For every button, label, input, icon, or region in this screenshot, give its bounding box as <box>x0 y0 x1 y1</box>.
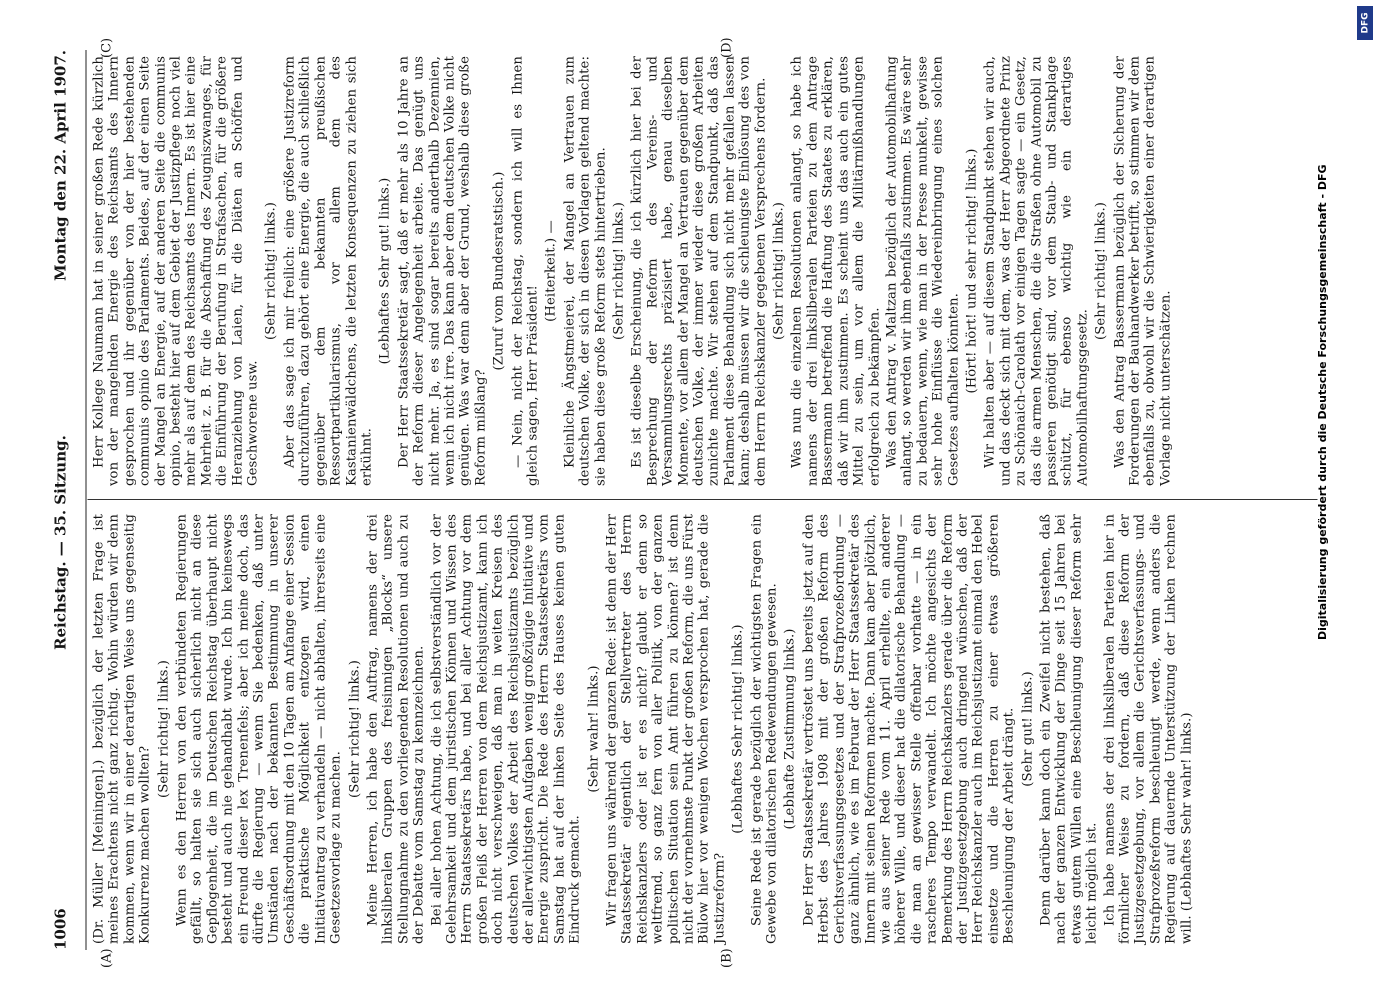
margin-marker-d: (D) <box>719 37 735 58</box>
interjection: (Sehr richtig! links.) <box>156 659 172 799</box>
paragraph: Herr Kollege Naumann hat in seiner großen Rede kürzlich von der mangelnden Energie des Reichsamts des Innern gesprochen und ihr gegenüber von der hier bestehenden communis opinio des Parlaments. Beides, auf der einen Seite der Mangel an Energie, auf der anderen Seite die communis opinio, besteht hier auf dem Gebiet der Justizpflege noch viel mehr als auf dem des Reichsamts des Innern. Es ist hier eine Mehrheit z. B. für die Abschaffung des Zeugniszwanges, für die Einführung der Berufung in Strafsachen, für die größere Heranziehung von Laien, für die Diäten an Schöffen und Geschworene usw. <box>91 56 261 486</box>
page-number: 1006 <box>51 908 70 950</box>
paragraph: Meine Herren, ich habe den Auftrag, namens der drei linksliberalen Gruppen des freisinnigen „Blocks“ unsere Stellungnahme zu den vorliegenden Resolutionen und auch zu der Debatte vom Samstag zu kennzeichnen. <box>365 514 427 944</box>
margin-marker-a: (A) <box>99 948 115 968</box>
paragraph: Kleinliche Ängstmeierei, der Mangel an Vertrauen zum deutschen Volke, der sich in diesen Vorlagen geltend machte: sie haben diese große Reform stets hintertrieben. <box>562 56 609 486</box>
interjection: (Lebhafte Zustimmung links.) <box>782 628 798 830</box>
dfg-logo: DFG <box>1357 6 1373 40</box>
interjection: (Heiterkeit.) — <box>543 220 559 322</box>
margin-marker-c: (C) <box>99 37 115 58</box>
column-rule <box>88 499 1318 500</box>
paragraph: Wir halten aber — auf diesem Standpunkt stehen wir auch, und das deckt sich mit dem, was der Herr Abgeordnete Prinz zu Schönaich-Carolath vor einigen Tagen sagte — ein Gesetz, das die armen Menschen, die die Straßen ohne Automobil zu passieren genötigt sind, vor dem Staub- und Stankplage schützt, für ebenso wichtig wie ein derartiges Automobilhaftungsgesetz. <box>982 56 1091 486</box>
margin-marker-b: (B) <box>719 948 735 968</box>
paragraph: Ich habe namens der drei linksliberalen Parteien hier in förmlicher Weise zu fordern, daß diese Reform der Justizgesetzgebung, vor allem die Gerichtsverfassungs- und Strafprozeßreform beschleunigt werde, wenn anders die Regierung auf dauernde Unterstützung der Linken rechnen will. (Lebhaftes Sehr wahr! links.) <box>1102 514 1195 944</box>
interjection: (Sehr richtig! links.) <box>611 201 627 341</box>
interjection: (Hört! hört! und sehr richtig! links.) <box>964 148 980 394</box>
interjection: (Sehr richtig! links.) <box>1093 201 1109 341</box>
paragraph: Was den Antrag v. Maltzan bezüglich der Automobilhaftung anlangt, so werden wir ihm ebenfalls zustimmen. Es wäre sehr zu bedauern, wenn, wie man in der Presse munkelt, gewisse sehr hohe Einflüsse die Wiedereinbringung eines solchen Gesetzes aufhalten könnten. <box>884 56 962 486</box>
paragraph: Aber das sage ich mir freilich: eine größere Justizreform durchzuführen, dazu gehört eine Energie, die auch schließlich gegenüber dem bekannten preußischen Ressortpartikularismus, vor allem dem des Kastanienwäldchens, die letzten Konsequenzen zu ziehen sich erkühnt. <box>282 56 375 486</box>
paragraph: Der Herr Staatssekretär vertröstet uns bereits jetzt auf den Herbst des Jahres 1908 mit der großen Reform des Gerichtsverfassungsgesetzes und der Strafprozeßordnung — ganz ähnlich, wie es im Februar der Herr Staatssekretär des Innern mit seinen Reformen machte. Dann kam aber plötzlich, wie aus seiner Rede vom 11. April erhellte, ein anderer höherer Wille, und dieser hat die dilatorische Behandlung — die man an gewisser Stelle offenbar vorhatte — in ein rascheres Tempo verwandelt. Ich möchte angesichts der Bemerkung des Herrn Reichskanzlers gerade über die Reform der Justizgesetzgebung auch dringend wünschen, daß der Herr Reichskanzler auch im Reichsjustizamt einmal den Hebel einsetze und die Herren zu einer etwas größeren Beschleunigung der Arbeit drängt. <box>801 514 1017 944</box>
interjection: (Sehr gut! links.) <box>1020 671 1036 787</box>
interjection: (Sehr wahr! links.) <box>586 665 602 793</box>
left-column <box>92 514 1197 944</box>
header-rule <box>86 50 87 950</box>
paragraph: Denn darüber kann doch ein Zweifel nicht bestehen, daß nach der ganzen Entwicklung der Dinge seit 15 Jahren bei etwas gutem Willen eine Beschleunigung dieser Reform sehr leicht möglich ist. <box>1038 514 1100 944</box>
right-column <box>92 56 1176 486</box>
paragraph: Bei aller hohen Achtung, die ich selbstverständlich vor der Gelehrsamkeit und dem juristischen Können und Wissen des Herrn Staatssekretärs habe, und bei aller Achtung vor dem großen Fleiß der Herren von dem Reichsjustizamt, kann ich doch nicht verschweigen, daß man in weiten Kreisen des deutschen Volkes der Arbeit des Reichsjustizamts bezüglich der allerwichtigsten Aufgaben wenig großzügige Initiative und Energie zuspricht. Die Rede des Herrn Staatssekretärs vom Samstag hat auf der linken Seite des Hauses keinen guten Eindruck gemacht. <box>429 514 583 944</box>
paragraph: — Nein, nicht der Reichstag, sondern ich will es Ihnen gleich sagen, Herr Präsident! <box>510 56 541 486</box>
session-date: Montag den 22. April 1907. <box>51 50 70 281</box>
interjection: (Lebhaftes Sehr richtig! links.) <box>730 624 746 834</box>
paragraph: Seine Rede ist gerade bezüglich der wichtigsten Fragen ein Gewebe von dilatorischen Redewendungen gewesen. <box>749 514 780 944</box>
interjection: (Sehr richtig! links.) <box>347 659 362 799</box>
document-page <box>0 30 1383 970</box>
interjection: (Sehr richtig! links.) <box>263 201 279 341</box>
paragraph: (Dr. Müller [Meiningen].) bezüglich der letzten Frage ist meines Erachtens nicht ganz richtig. Wohin würden wir denn kommen, wenn wir in einer derartigen Weise uns gegenseitig Konkurrenz machen wollten? <box>91 514 153 944</box>
paragraph: Es ist dieselbe Erscheinung, die ich kürzlich hier bei der Besprechung der Reform des Vereins- und Versammlungsrechts präzisiert habe, genau dieselben Momente, vor allem der Mangel an Vertrauen gegenüber dem deutschen Volke, der immer wieder diese großen Arbeiten zunichte machte. Wir stehen auf dem Standpunkt, daß das Parlament diese Behandlung sich nicht mehr gefallen lassen kann; deshalb müssen wir die schleunigste Einlösung des von dem Herrn Reichskanzler gegebenen Versprechens fordern. <box>629 56 769 486</box>
interjection: (Sehr richtig! links.) <box>771 201 787 341</box>
paragraph: Der Herr Staatssekretär sagt, daß er mehr als 10 Jahre an der Reform dieser Angelegenheit arbeite. Das genügt uns nicht mehr. Ja, es sind sogar bereits anderthalb Dezennien, wenn ich nicht irre. Das kann aber dem deutschen Volke nicht genügen. Was war denn aber der Grund, weshalb diese große Reform mißlang? <box>396 56 489 486</box>
running-title: Reichstag. — 35. Sitzung. <box>51 435 70 650</box>
digitization-note: Digitalisierung gefördert durch die Deutsche Forschungsgemeinschaft - DFG <box>1316 164 1329 640</box>
interjection: (Lebhaftes Sehr gut! links.) <box>377 177 393 365</box>
paragraph: Was nun die einzelnen Resolutionen anlangt, so habe ich namens der drei linksliberalen Parteien zu dem Antrage Bassermann betreffend die Haftung des Staates zu erklären, daß wir ihm zustimmen. Es scheint uns das auch ein gutes Mittel zu sein, um vor allem die Militärmißhandlungen erfolgreich zu bekämpfen. <box>789 56 882 486</box>
paragraph: Was den Antrag Bassermann bezüglich der Sicherung der Forderungen der Bauhandwerker betrifft, so stimmen wir dem ebenfalls zu, obwohl wir die Schwierigkeiten einer derartigen Vorlage nicht unterschätzen. <box>1112 56 1174 486</box>
interjection: (Zuruf vom Bundesratstisch.) <box>491 171 507 371</box>
paragraph: Wir fragen uns während der ganzen Rede: ist denn der Herr Staatssekretär eigentlich der Stellvertreter des Herrn Reichskanzlers oder ist er es nicht? glaubt er denn so weltfremd, so ganz fern von aller Politik, von der ganzen politischen Situation sein Amt führen zu können? ist denn nicht der vornehmste Punkt der großen Reform, die uns Fürst Bülow hier vor wenigen Wochen versprochen hat, gerade die Justizreform? <box>604 514 728 944</box>
page-header <box>52 50 76 950</box>
paragraph: Wenn es den Herren von den verbündeten Regierungen gefällt, so halten sie sich auch sicherlich nicht an diese Gepflogenheit, die im Deutschen Reichstag überhaupt nicht besteht und auch nie gehandhabt wurde. Ich bin keineswegs ein Freund dieser lex Trenenfels; aber ich meine doch, das dürfte die Regierung — wenn Sie bedenken, daß unter Umständen nach der bekannten Bestimmung in unserer Geschäftsordnung mit den 10 Tagen am Anfange einer Session die praktische Möglichkeit entzogen wird, einen Initiativantrag zu verhandeln — nicht abhalten, ihrerseits eine Gesetzesvorlage zu machen. <box>174 514 344 944</box>
